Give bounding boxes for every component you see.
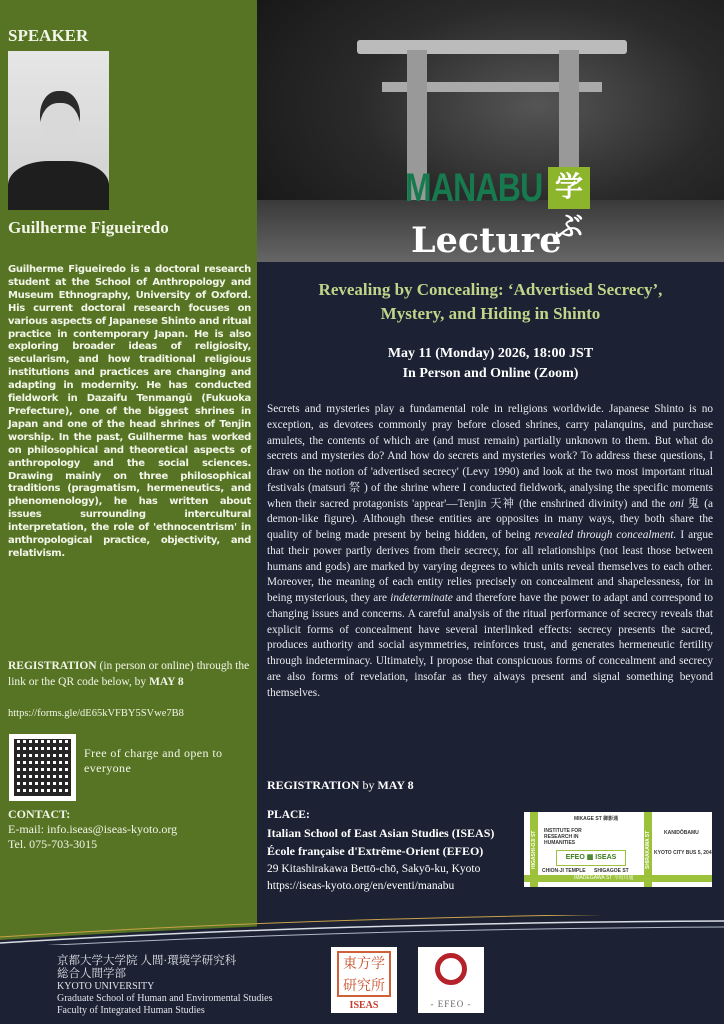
map-label-shigagoe: SHIGAGOE ST xyxy=(594,868,629,874)
map-label-shirakawa: SHIRAKAWA ST xyxy=(644,812,652,887)
torii-photo xyxy=(257,0,724,262)
speaker-panel xyxy=(0,0,257,1024)
lecture-panel xyxy=(257,0,724,1024)
iseas-logo: 東方学研究所 ISEAS xyxy=(331,947,397,1013)
place-info: PLACE: Italian School of East Asian Studies (ISEAS) École française d'Extrême-Orient (EFEO) 29 Kitashirakawa Bettō-chō, Sakyō-ku, Kyoto xyxy=(267,809,495,875)
registration-info: REGISTRATION (in person or online) through the link or the QR code below, by MAY 8 xyxy=(8,660,250,688)
contact-tel: Tel. 075-703-3015 xyxy=(8,837,98,851)
speaker-bio: Guilherme Figueiredo is a doctoral research student at the School of Anthropology and Museum Ethnography, University of Oxford. His current doctoral research focuses on various aspects of Japanese Shinto and ritual practice in contemporary Japan. He is also exploring broader ideas of religiosity, secularism, and how traditional religious institutions and practices are changing and adapting in modernity. He has conducted fieldwork in Dazaifu Tenmangū (Fukuoka Prefecture), one of the biggest shrines in Japan and one of the head shrines of Tenjin worship. In the past, Guilherme has worked on philosophical and theoretical aspects of anthropology and the social sciences. Drawing mainly on three philosophical traditions (pragmatism, hermeneutics, and phenomenology), he has written about issues surrounding intercultural interpretation, the role of 'ethnocentrism' in anthropological practice, objectivity, and relativism. xyxy=(8,264,251,559)
registration-link[interactable]: https://forms.gle/dE65kVFBY5SVwe7B8 xyxy=(8,708,184,719)
speaker-name: Guilherme Figueiredo xyxy=(8,218,169,237)
lecture-title: Revealing by Concealing: ‘Advertised Secrecy’, Mystery, and Hiding in Shinto xyxy=(318,280,663,323)
location-map xyxy=(524,812,712,887)
map-label-imadegawa: IMADEGAWA ST 今出川通 xyxy=(524,875,712,882)
contact-email[interactable]: E-mail: info.iseas@iseas-kyoto.org xyxy=(8,822,178,836)
lecture-abstract: Secrets and mysteries play a fundamental role in religions worldwide. Japanese Shinto is no exception, as devotees commonly pray before closed shrines, carry palanquins, and purchase amulets, the contents of which are (and must remain) partially unknown to them. But what do secrets and mysteries do? And how do secrets and mysteries work? To address these questions, I draw on the notion of 'advertised secrecy' (Levy 1990) and look at the two most important ritual festivals (matsuri 祭 ) of the shrine where I conducted fieldwork, analysing the specific moments when their sacred protagonists 'appear'—Tenjin 天神 (the enshrined divinity) and the oni 鬼 (a demon-like figure). Although these entities are opposites in many ways, they both share the quality of being made present by being hidden, of being revealed through concealment. I argue that their power partly derives from their secrecy, for all relationships (not least those between humans and gods) are marked by varying degrees to which units reveal themselves to each other. Moreover, the meaning of each entity relies precisely on concealment and shapelessness, for in being mysterious, they are indeterminate and therefore have the power to adapt and correspond to changing issues and concerns. A careful analysis of the ritual performance of secrecy reveals that explicit forms of concealment have several interlinked effects: secrecy presents the sacred, produces authority and social asymmetries, reinforces trust, and generates hermeneutic fertility through indeterminacy. Ultimately, I propose that conspicuous forms of concealment and secrecy are also forms of revelation, insofar as they always present and signal something beyond themselves. xyxy=(267,403,713,699)
free-note: Free of charge and open to everyone xyxy=(84,746,223,775)
map-label-kanidobamu: KANIDŌBAMU xyxy=(664,830,699,836)
manabu-kanji-logo: 学ぶ xyxy=(548,167,590,209)
map-label-bus: KYOTO CITY BUS 5, 204 xyxy=(654,850,712,856)
contact-info: CONTACT: E-mail: info.iseas@iseas-kyoto.org Tel. 075-703-3015 xyxy=(8,807,178,851)
efeo-logo: - EFEO - xyxy=(418,947,484,1013)
speaker-photo xyxy=(8,51,109,210)
map-venue-box: EFEO ▦ ISEAS xyxy=(556,850,626,866)
map-label-mikage: MIKAGE ST 御影通 xyxy=(524,816,712,823)
map-label-chionji: CHION-JI TEMPLE xyxy=(542,868,586,874)
registration-deadline: REGISTRATION by MAY 8 xyxy=(267,778,414,792)
speaker-heading: SPEAKER xyxy=(8,26,89,45)
map-label-higashioji: HIGASHI-OJI ST xyxy=(530,812,538,887)
manabu-logo: MANABU xyxy=(405,166,543,210)
lecture-date: May 11 (Monday) 2026, 18:00 JST In Person and Online (Zoom) xyxy=(387,346,594,381)
map-label-institute: INSTITUTE FOR RESEARCH IN HUMANITIES xyxy=(544,828,582,846)
qr-code[interactable] xyxy=(9,734,76,801)
kyoto-university-credit: 京都大学大学院 人間·環境学研究科 総合人間学部 KYOTO UNIVERSITY Graduate School of Human and Enviromental Studies Faculty of Integrated Human Studies xyxy=(57,955,273,1016)
lecture-heading: Lecture xyxy=(411,220,562,261)
event-link[interactable]: https://iseas-kyoto.org/en/eventi/manabu xyxy=(267,880,455,892)
